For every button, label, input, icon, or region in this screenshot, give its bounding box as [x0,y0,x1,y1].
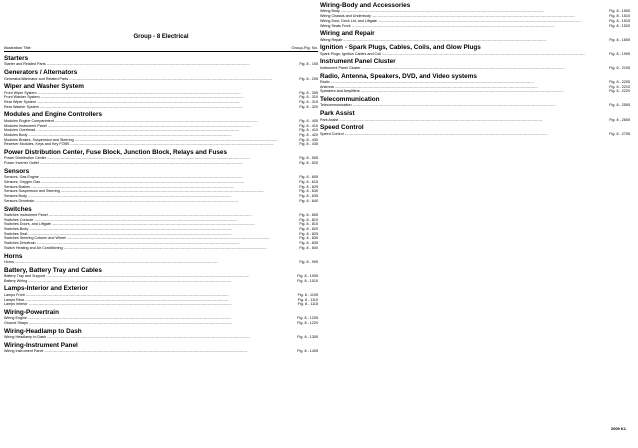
dot-leader [47,335,296,340]
figure-number: Fig. 8 - 1010 [297,278,318,283]
index-entry[interactable] [4,199,318,204]
index-section [4,328,318,340]
entry-title: Park Assist [320,117,339,122]
figure-number: Fig. 8 - 410 [299,123,318,128]
figure-number: Fig. 8 - 305 [299,90,318,95]
index-entry[interactable] [320,38,630,43]
entry-title: Wiring Seats Front [320,23,351,28]
entry-title: Antenna [320,84,334,89]
figure-number: Fig. 8 - 310 [299,95,318,100]
figure-number: Fig. 8 - 905 [299,259,318,264]
section-title: Power Distribution Center, Fuse Block, Junction Block, Relays and Fuses [4,149,228,157]
section-title: Modules and Engine Controllers [4,111,102,119]
dot-leader [353,103,609,108]
index-entry[interactable] [4,321,318,326]
entry-title: Sensors Brakes [4,184,31,189]
entry-title: Power Distribution Center [4,156,47,161]
entry-title: Spark Plugs, Ignition Cables and Coil [320,51,381,56]
figure-number: Fig. 8 - 415 [299,128,318,133]
index-entry[interactable] [320,89,630,94]
index-section [320,110,630,122]
group-title: Group - 8 Electrical [133,34,189,40]
entry-title: Speed Control [320,131,344,136]
entry-title: Horns [4,259,14,264]
entry-title: Wiring Headlamp to Dash [4,335,47,340]
entry-title: Modules Engine Compartment [4,118,54,123]
figure-number: Fig. 8 - 605 [299,175,318,180]
entry-title: Telecommunication [320,103,352,108]
section-title: Horns [4,252,23,260]
figure-number: Fig. 8 - 805 [299,212,318,217]
figure-number: Fig. 8 - 835 [299,241,318,246]
figure-number: Fig. 8 - 405 [299,118,318,123]
entry-title: Sensors, Oxygen Gas [4,179,41,184]
dot-leader [64,246,299,251]
entry-title: Sensors Drivetrain [4,198,35,203]
figure-number: Fig. 8 - 320 [299,104,318,109]
entry-title: Wiring Chassis and Underbody [320,14,371,19]
dot-leader [29,302,297,307]
figure-number: Fig. 8 - 505 [299,156,318,161]
entry-title: Starter and Related Parts [4,62,46,67]
figure-number: Fig. 8 - 840 [299,245,318,250]
entry-title: Receiver Modules, Keys and Key FOBS [4,142,70,147]
section-title: Wiring-Powertrain [4,308,59,316]
entry-title: Sensors, Gas Engine [4,175,39,180]
figure-number: Fig. 8 - 2210 [609,84,630,89]
illustration-title-header: Illustration Title [4,45,31,50]
figure-number: Fig. 8 - 205 [299,76,318,81]
section-title: Battery, Battery Tray and Cables [4,266,102,274]
dot-leader [362,66,609,71]
figure-number: Fig. 8 - 420 [299,132,318,137]
index-section [4,55,318,67]
entry-title: Front Washer System [4,95,40,100]
entry-title: Ground Straps [4,321,28,326]
figure-number: Fig. 8 - 825 [299,231,318,236]
dot-leader [29,321,296,326]
entry-title: Battery Wiring [4,278,28,283]
figure-number: Fig. 8 - 105 [299,62,318,67]
figure-number: Fig. 8 - 1105 [297,292,318,297]
entry-title: Generator/Alternator and Related Parts [4,76,69,81]
figure-number: Fig. 8 - 1220 [297,321,318,326]
figure-number: Fig. 8 - 1520 [609,23,630,28]
entry-title: Modules Overhead [4,128,36,133]
entry-title: Sensors Suspension and Steering [4,189,60,194]
entry-title: Instrument Panel Cluster [320,65,361,70]
dot-leader [40,105,298,110]
index-entry[interactable] [320,118,630,123]
section-title: Wiper and Washer System [4,83,84,91]
index-entry[interactable] [4,105,318,110]
section-title: Lamps-Interior and Exterior [4,285,88,293]
entry-title: Wiring Door, Deck Lid, and Liftgate [320,18,377,23]
section-title: Wiring-Headlamp to Dash [4,327,82,335]
figure-number: Fig. 8 - 1005 [297,274,318,279]
dot-leader [28,279,296,284]
entry-title: Modules Brakes, Suspension and Steering [4,137,74,142]
figure-number: Fig. 8 - 1205 [297,316,318,321]
figure-number: Fig. 8 - 815 [299,222,318,227]
figure-number: Fig. 8 - 830 [299,236,318,241]
figure-number: Fig. 8 - 2220 [609,89,630,94]
entry-title: Wiring Engine [4,316,27,321]
figure-number: Fig. 8 - 1110 [297,297,318,302]
index-section [320,30,630,42]
entry-title: Battery Tray and Support [4,274,45,279]
dot-leader [382,52,608,57]
section-title: Park Assist [320,110,355,118]
index-section [320,124,630,136]
section-title: Generators / Alternators [4,69,78,77]
index-entry[interactable] [4,302,318,307]
section-title: Wiring-Body and Accessories [320,2,411,9]
index-entry[interactable] [320,132,630,137]
entry-title: Lamps Rear [4,297,25,302]
figure-number: Fig. 8 - 430 [299,137,318,142]
section-title: Radio, Antenna, Speakers, DVD, and Video systems [320,72,477,80]
entry-title: Switches Seat [4,231,28,236]
entry-title: Wiring Instrument Panel [4,349,44,354]
index-entry[interactable] [320,103,630,108]
dot-leader [40,161,299,166]
entry-title: Radio [320,79,330,84]
entry-title: Switch Heating and Air Conditioning [4,245,63,250]
index-entry[interactable] [320,52,630,57]
figure-number: Fig. 8 - 1605 [609,37,630,42]
dot-leader [44,349,296,354]
section-title: Wiring and Repair [320,30,375,38]
dot-leader [361,89,609,94]
entry-title: Speakers and Amplifiers [320,89,360,94]
index-section [4,253,318,265]
index-entry[interactable] [4,161,318,166]
index-section [4,168,318,204]
page-footer: 2009 K1 [610,426,626,431]
dot-leader [35,199,298,204]
section-title: Wiring-Instrument Panel [4,341,78,349]
figure-number: Fig. 8 - 635 [299,194,318,199]
index-section [4,309,318,326]
index-section [320,2,630,28]
section-title: Starters [4,55,29,62]
index-section [4,149,318,166]
entry-title: Lamps Front [4,292,25,297]
header-divider [4,51,318,52]
section-title: Instrument Panel Cluster [320,58,396,66]
index-section [320,58,630,70]
index-section [4,285,318,307]
entry-title: Sensors Body [4,194,27,199]
index-section [320,44,630,56]
index-section [4,69,318,81]
entry-title: Modules Instrument Panel [4,123,47,128]
figure-number: Fig. 8 - 1515 [609,18,630,23]
figure-number: Fig. 8 - 520 [299,161,318,166]
figure-number: Fig. 8 - 820 [299,227,318,232]
index-section [320,96,630,108]
figure-number: Fig. 8 - 2505 [609,103,630,108]
figure-number: Fig. 8 - 2205 [609,79,630,84]
figure-number: Fig. 8 - 1505 [609,9,630,14]
dot-leader [69,77,298,82]
entry-title: Switches Instrument Panel [4,212,48,217]
figure-number: Fig. 8 - 1115 [297,302,318,307]
figure-number: Fig. 8 - 1405 [297,349,318,354]
entry-title: Wiring Repair [320,37,343,42]
index-section [320,73,630,95]
index-entry[interactable] [4,62,318,67]
index-entry[interactable] [4,279,318,284]
index-section [4,342,318,354]
index-section [4,111,318,147]
section-title: Speed Control [320,124,364,132]
entry-title: Front Wiper System [4,90,37,95]
figure-number: Fig. 8 - 1905 [609,51,630,56]
figure-number: Fig. 8 - 630 [299,189,318,194]
dot-leader [339,118,608,123]
entry-title: Modules Body [4,132,28,137]
column-header [4,45,318,50]
figure-number: Fig. 8 - 2105 [609,65,630,70]
figure-number: Fig. 8 - 615 [299,179,318,184]
index-entry[interactable] [320,24,630,29]
entry-title: Power Inverter Outlet [4,161,39,166]
section-title: Ignition - Spark Plugs, Cables, Coils, and Glow Plugs [320,44,481,52]
dot-leader [345,132,609,137]
section-title: Switches [4,205,32,213]
index-section [4,206,318,251]
figure-number: Fig. 8 - 2705 [609,131,630,136]
entry-title: Switches Doors, and Liftgate [4,222,51,227]
figure-number: Fig. 8 - 315 [299,100,318,105]
entry-title: Switches Steering Column and Wheel [4,236,66,241]
left-section-list [4,55,318,356]
entry-title: Lamps Interior [4,302,28,307]
entry-title: Rear Wiper System [4,100,36,105]
entry-title: Switches Body [4,227,29,232]
group-fig-header: Group-Fig. No. [291,45,318,50]
index-entry[interactable] [4,142,318,147]
figure-number: Fig. 8 - 1305 [297,335,318,340]
figure-number: Fig. 8 - 625 [299,184,318,189]
dot-leader [47,62,299,67]
dot-leader [352,24,609,29]
figure-number: Fig. 8 - 2605 [609,117,630,122]
index-entry[interactable] [4,335,318,340]
index-section [4,83,318,109]
index-section [4,267,318,284]
dot-leader [15,260,299,265]
right-section-list [320,2,630,138]
index-entry[interactable] [4,349,318,354]
entry-title: Switches Drivetrain [4,241,36,246]
dot-leader [70,142,298,147]
index-entry[interactable] [320,66,630,71]
section-title: Sensors [4,167,30,175]
entry-title: Switches Console [4,217,34,222]
entry-title: Rear Washer System [4,104,39,109]
section-title: Telecommunication [320,96,380,104]
figure-number: Fig. 8 - 435 [299,142,318,147]
index-entry[interactable] [4,77,318,82]
figure-number: Fig. 8 - 640 [299,198,318,203]
index-entry[interactable] [4,246,318,251]
dot-leader [343,38,608,43]
figure-number: Fig. 8 - 810 [299,217,318,222]
entry-title: Wiring Body [320,9,340,14]
index-entry[interactable] [4,260,318,265]
figure-number: Fig. 8 - 1510 [609,14,630,19]
